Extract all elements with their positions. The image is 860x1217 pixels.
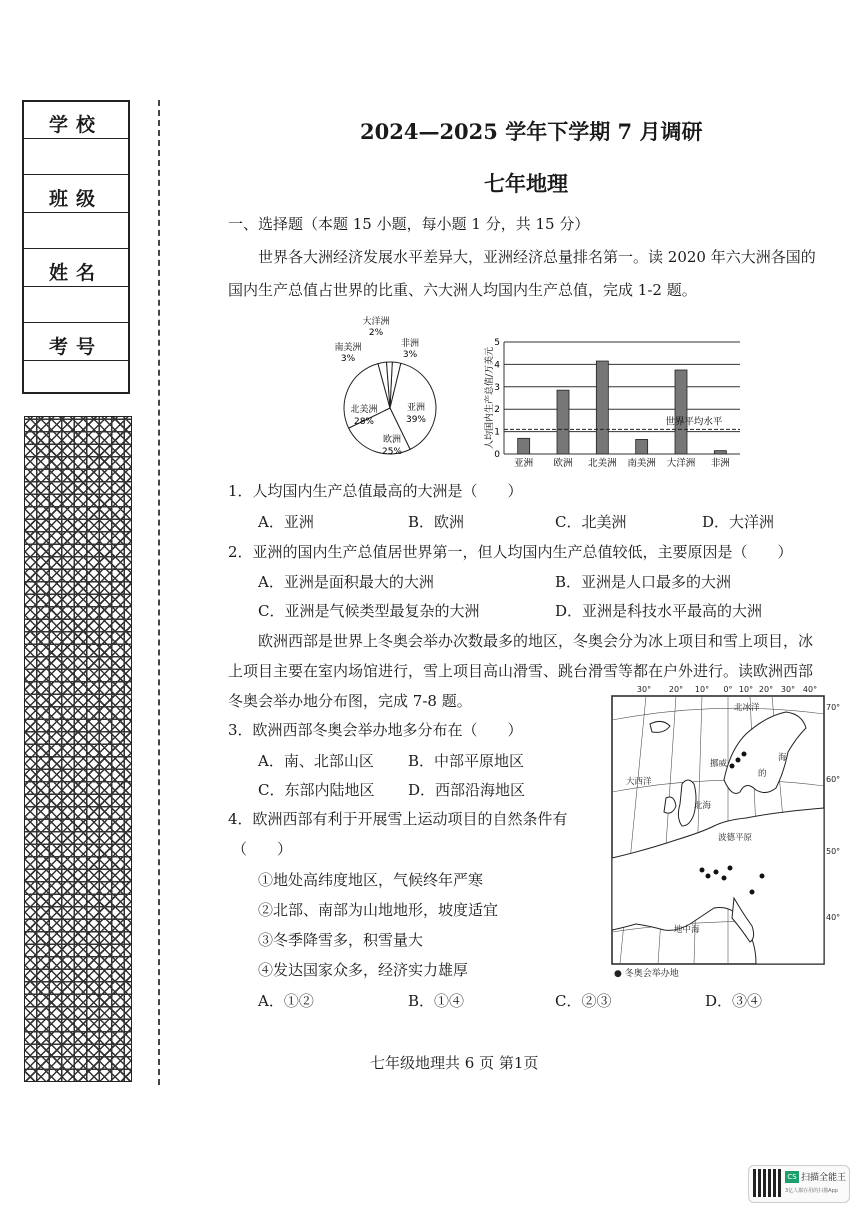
q1-stem: 1．人均国内生产总值最高的大洲是（ ） [228, 482, 523, 500]
divider [24, 360, 128, 361]
lon-label: 20° [758, 685, 774, 694]
divider [24, 138, 128, 139]
q1-option-c: C．北美洲 [555, 513, 627, 531]
lon-label: 10° [694, 685, 710, 694]
q4-option-b: B．①④ [408, 992, 465, 1010]
lat-label: 50° [826, 847, 841, 856]
sea-label: 海 [778, 753, 787, 763]
lon-label: 30° [636, 685, 652, 694]
divider [24, 286, 128, 287]
bar-欧洲 [557, 390, 569, 454]
x-tick-label: 欧洲 [553, 458, 573, 469]
name-label: 姓名 [48, 262, 103, 284]
olympic-site-marker [742, 752, 747, 757]
bar-非洲 [714, 451, 726, 454]
norway-label: 挪威 [710, 759, 728, 769]
scanner-tagline: 3亿人都在用的扫描App [785, 1188, 838, 1194]
pie-label-south-america: 南美洲 [334, 343, 362, 353]
hatched-binding-strip [24, 416, 132, 1082]
y-axis-label: 人均国内生产总值/万美元 [485, 346, 495, 450]
lon-label: 0° [723, 685, 733, 694]
pie-value-africa: 3% [402, 350, 418, 360]
q3-option-d: D．西部沿海地区 [408, 781, 526, 799]
arctic-ocean-label: 北冰洋 [734, 703, 760, 713]
lon-label: 10° [738, 685, 754, 694]
section-heading: 一、选择题（本题 15 小题，每小题 1 分，共 15 分） [228, 215, 590, 233]
q4-statement-3: ③冬季降雪多，积雪量大 [258, 931, 424, 949]
school-label: 学校 [48, 114, 103, 136]
gdp-per-capita-bar-chart [478, 334, 748, 474]
q4-option-a: A．①② [258, 992, 314, 1010]
pie-label-europe: 欧洲 [382, 435, 402, 445]
divider [24, 248, 128, 249]
olympic-site-marker [730, 764, 735, 769]
divider [24, 212, 128, 213]
lat-label: 70° [826, 703, 841, 712]
cs-logo-icon: CS [785, 1171, 799, 1183]
olympic-site-marker [714, 870, 719, 875]
pie-value-north-america: 28% [353, 417, 375, 427]
map-legend: ● 冬奥会举办地 [614, 969, 679, 979]
q4-statement-1: ①地处高纬度地区，气候终年严寒 [258, 871, 484, 889]
olympic-site-marker [736, 758, 741, 763]
page-subtitle: 七年地理 [484, 171, 568, 196]
y-tick-label: 1 [494, 427, 500, 438]
intro1-line2: 国内生产总值占世界的比重、六大洲人均国内生产总值，完成 1-2 题。 [228, 281, 697, 299]
divider [24, 322, 128, 323]
q1-option-a: A．亚洲 [258, 513, 314, 531]
pie-label-asia: 亚洲 [406, 403, 426, 413]
q3-stem: 3．欧洲西部冬奥会举办地多分布在（ ） [228, 721, 523, 739]
q4-option-c: C．②③ [555, 992, 612, 1010]
q1-option-b: B．欧洲 [408, 513, 465, 531]
y-tick-label: 5 [494, 338, 500, 348]
divider [24, 174, 128, 175]
lat-label: 40° [826, 913, 841, 922]
pie-value-asia: 39% [405, 415, 427, 425]
q2-option-a: A．亚洲是面积最大的大洲 [258, 573, 434, 591]
scanner-watermark [748, 1165, 850, 1203]
q2-option-c: C．亚洲是气候类型最复杂的大洲 [258, 602, 480, 620]
plain-label: 波德平原 [718, 833, 753, 843]
page-title: 2024—2025 学年下学期 7 月调研 [360, 119, 703, 144]
x-tick-label: 大洋洲 [666, 458, 696, 469]
mediterranean-label: 地中海 [674, 925, 700, 935]
scanner-app-name: 扫描全能王 [801, 1173, 847, 1183]
qr-code-icon [753, 1169, 781, 1197]
world-average-label: 世界平均水平 [665, 416, 723, 428]
q3-option-c: C．东部内陆地区 [258, 781, 375, 799]
x-tick-label: 亚洲 [514, 458, 534, 469]
intro2-line3: 冬奥会举办地分布图，完成 7-8 题。 [228, 692, 472, 710]
q2-option-b: B．亚洲是人口最多的大洲 [555, 573, 732, 591]
olympic-site-marker [760, 874, 765, 879]
q2-stem: 2．亚洲的国内生产总值居世界第一，但人均国内生产总值较低，主要原因是（ ） [228, 543, 793, 561]
intro2-line2: 上项目主要在室内场馆进行，雪上项目高山滑雪、跳台滑雪等都在户外进行。读欧洲西部 [228, 662, 814, 680]
y-tick-label: 0 [494, 450, 500, 460]
pie-value-oceania: 2% [368, 328, 384, 338]
olympic-site-marker [722, 876, 727, 881]
lat-label: 60° [826, 775, 841, 784]
bar-南美洲 [636, 439, 648, 454]
x-tick-label: 非洲 [710, 458, 730, 469]
intro1-line1: 世界各大洲经济发展水平差异大，亚洲经济总量排名第一。读 2020 年六大洲各国的 [258, 248, 816, 266]
student-info-box [22, 100, 130, 394]
bar-北美洲 [596, 361, 608, 454]
north-sea-label: 北海 [694, 801, 712, 811]
intro2-line1: 欧洲西部是世界上冬奥会举办次数最多的地区，冬奥会分为冰上项目和雪上项目，冰 [258, 632, 814, 650]
olympic-site-marker [700, 868, 705, 873]
x-tick-label: 北美洲 [588, 458, 617, 469]
pie-value-europe: 25% [381, 447, 403, 457]
page-footer: 七年级地理共 6 页 第1页 [370, 1054, 539, 1072]
pie-label-north-america: 北美洲 [350, 405, 378, 415]
q4-stem-line2: （ ） [232, 840, 293, 858]
x-tick-label: 南美洲 [627, 458, 656, 469]
partial-label: 的 [758, 769, 767, 779]
y-tick-label: 3 [494, 382, 500, 393]
q2-option-d: D．亚洲是科技水平最高的大洲 [555, 602, 763, 620]
pie-label-oceania: 大洋洲 [362, 317, 390, 327]
lon-label: 20° [668, 685, 684, 694]
gdp-share-pie-chart [320, 308, 440, 468]
pie-label-africa: 非洲 [400, 339, 420, 349]
q1-option-d: D．大洋洲 [702, 513, 775, 531]
q3-option-b: B．中部平原地区 [408, 752, 525, 770]
olympic-site-marker [706, 874, 711, 879]
y-tick-label: 4 [494, 360, 500, 371]
q4-statement-4: ④发达国家众多，经济实力雄厚 [258, 961, 469, 979]
olympic-site-marker [728, 866, 733, 871]
q4-statement-2: ②北部、南部为山地地形，坡度适宜 [258, 901, 499, 919]
lon-label: 40° [802, 685, 818, 694]
lon-label: 30° [780, 685, 796, 694]
bar-大洋洲 [675, 370, 687, 454]
pie-value-south-america: 3% [340, 354, 356, 364]
q4-option-d: D．③④ [705, 992, 763, 1010]
western-europe-olympics-map [606, 680, 842, 980]
atlantic-label: 大西洋 [626, 777, 652, 787]
cut-line [158, 100, 160, 1085]
q3-option-a: A．南、北部山区 [258, 752, 374, 770]
q4-stem-line1: 4．欧洲西部有利于开展雪上运动项目的自然条件有 [228, 810, 568, 828]
bar-亚洲 [518, 438, 530, 454]
exam-number-label: 考号 [48, 336, 103, 358]
class-label: 班级 [48, 188, 103, 210]
olympic-site-marker [750, 890, 755, 895]
y-tick-label: 2 [494, 405, 500, 416]
